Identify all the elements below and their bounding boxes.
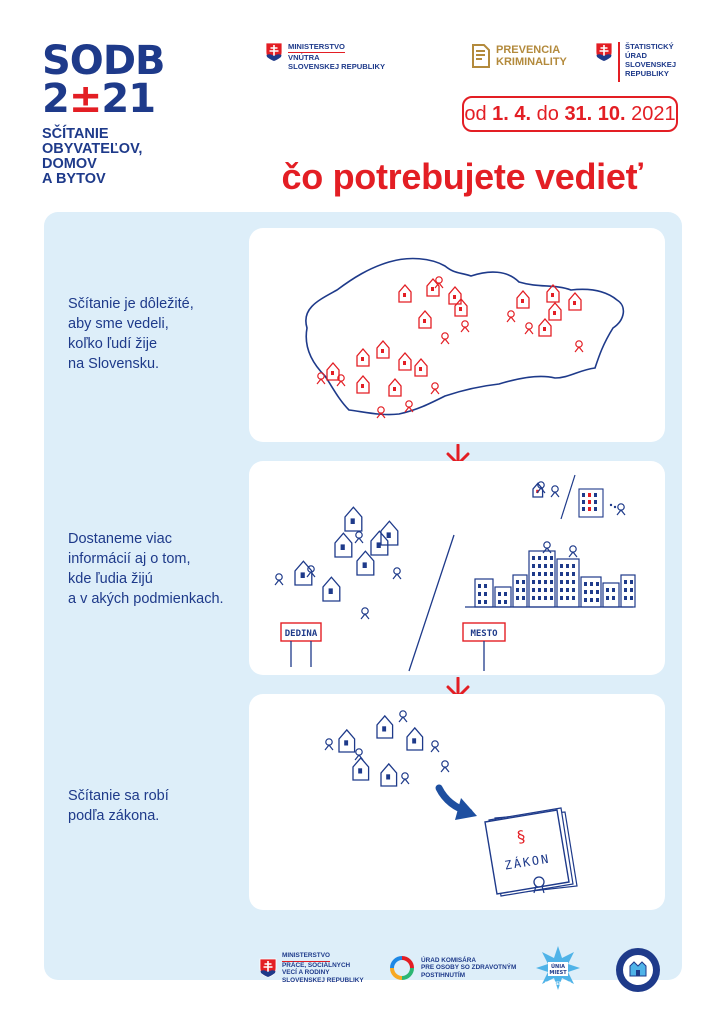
building-window: [588, 507, 591, 511]
person-body: [461, 327, 469, 332]
building-window: [624, 580, 627, 584]
building-window: [532, 580, 535, 584]
logo-year-2: 2: [42, 76, 69, 122]
person-body: [393, 574, 401, 579]
house-window: [301, 572, 305, 578]
building-window: [550, 564, 553, 568]
person-body: [441, 767, 449, 772]
building-window: [516, 596, 519, 600]
building-window: [560, 588, 563, 592]
house-window: [431, 287, 434, 291]
building-window: [596, 598, 599, 602]
building-window: [498, 600, 501, 604]
building-window: [596, 590, 599, 594]
building-window: [478, 592, 481, 596]
law-illustration: [249, 694, 665, 910]
prevencia-line: KRIMINALITY: [496, 56, 567, 68]
section-3-text: [68, 786, 248, 826]
map-outline: [306, 259, 624, 415]
person-body: [525, 329, 533, 334]
urad-komisara-logo-icon: [388, 954, 416, 982]
person-body: [307, 572, 315, 577]
partner-ministerstvo-vnutra: [265, 42, 385, 71]
partner-mv-first: MINISTERSTVO: [288, 42, 345, 51]
person-body: [317, 379, 325, 384]
person-body: [431, 389, 439, 394]
village-sign-label: DEDINA: [284, 629, 318, 639]
dot: [614, 506, 616, 508]
zmos-seal-icon: [614, 946, 662, 994]
building-window: [522, 596, 525, 600]
su-divider: [618, 42, 620, 82]
building-window: [588, 500, 591, 504]
paragraph-symbol: §: [515, 826, 527, 847]
building-window: [478, 584, 481, 588]
prevencia-line: PREVENCIA: [496, 44, 561, 56]
building-window: [516, 588, 519, 592]
building-window: [572, 588, 575, 592]
section-1-line: na Slovensku.: [68, 356, 160, 372]
house-window: [381, 349, 384, 353]
building-window: [588, 493, 591, 497]
footer-urad-line: ÚRAD KOMISÁRA: [421, 956, 477, 964]
map-card: [249, 228, 665, 442]
building-window: [630, 580, 633, 584]
building-window: [544, 580, 547, 584]
building-window: [566, 572, 569, 576]
building: [603, 583, 619, 607]
city-sign-label: MESTO: [470, 629, 498, 639]
building-window: [538, 572, 541, 576]
su-line: SLOVENSKEJ: [625, 60, 677, 69]
building-window: [572, 596, 575, 600]
house-window: [382, 726, 386, 731]
building-window: [560, 596, 563, 600]
slovak-crest-icon: [595, 42, 613, 62]
building-window: [498, 592, 501, 596]
house-window: [377, 542, 381, 548]
logo-subtitle-line: OBYVATEĽOV,: [42, 141, 143, 157]
person-body: [441, 339, 449, 344]
footer-mpsvr-first: MINISTERSTVO: [282, 952, 330, 962]
logo-subtitle-line: DOMOV: [42, 156, 97, 172]
building-window: [532, 596, 535, 600]
building-window: [532, 588, 535, 592]
su-line: ÚRAD: [625, 51, 647, 60]
house-window: [419, 367, 422, 371]
building-window: [590, 582, 593, 586]
building-window: [582, 493, 585, 497]
prevencia-logo-icon: [472, 44, 490, 68]
building-window: [544, 596, 547, 600]
building-window: [584, 582, 587, 586]
section-1-line: Sčítanie je dôležité,: [68, 296, 194, 312]
building-window: [550, 580, 553, 584]
building-window: [566, 596, 569, 600]
building-window: [560, 572, 563, 576]
building-window: [594, 500, 597, 504]
su-text: [625, 42, 676, 78]
building-window: [594, 493, 597, 497]
section-2-text: [68, 529, 248, 609]
building-window: [544, 572, 547, 576]
building-window: [484, 592, 487, 596]
building-window: [532, 564, 535, 568]
building-window: [504, 600, 507, 604]
building-window: [572, 580, 575, 584]
svg-text:MIEST: MIEST: [549, 970, 567, 976]
house-window: [403, 361, 406, 365]
person-body: [569, 552, 577, 557]
house-window: [551, 293, 554, 297]
building-window: [516, 580, 519, 584]
person-body: [325, 745, 333, 750]
building-window: [630, 588, 633, 592]
person-body: [401, 779, 409, 784]
logo-year-21: 21: [101, 76, 156, 122]
section-1-text: [68, 294, 248, 374]
logo-year: [42, 76, 156, 122]
house-window: [393, 387, 396, 391]
person-body: [361, 614, 369, 619]
logo-subtitle-line: A BYTOV: [42, 171, 106, 187]
building-window: [544, 564, 547, 568]
building-window: [544, 556, 547, 560]
headline: čo potrebujete vedieť: [281, 156, 643, 197]
building-window: [594, 507, 597, 511]
su-line: ŠTATISTICKÝ: [625, 42, 674, 51]
building-window: [572, 564, 575, 568]
building-window: [612, 596, 615, 600]
section-2-line: informácií aj o tom,: [68, 551, 191, 567]
village-city-card: [249, 461, 665, 675]
sodb-logo: [42, 38, 165, 187]
building: [495, 587, 511, 607]
building-window: [544, 588, 547, 592]
section-3-line: podľa zákona.: [68, 808, 160, 824]
building-window: [566, 580, 569, 584]
building-window: [484, 584, 487, 588]
date-do: do: [536, 102, 559, 125]
logo-subtitle-line: SČÍTANIE: [42, 126, 109, 142]
building-window: [550, 596, 553, 600]
building-window: [590, 590, 593, 594]
building-window: [590, 598, 593, 602]
building-window: [624, 596, 627, 600]
house-window: [363, 562, 367, 568]
footer-mpsvr-line: PRÁCE, SOCIÁLNYCH: [282, 961, 351, 969]
building-window: [582, 507, 585, 511]
house-window: [412, 738, 416, 743]
house-window: [329, 588, 333, 594]
house-window: [453, 295, 456, 299]
section-1-line: aby sme vedeli,: [68, 316, 169, 332]
small-divider-line: [561, 475, 575, 519]
person-body: [355, 538, 363, 543]
building-window: [522, 588, 525, 592]
house-window: [331, 371, 334, 375]
building-window: [538, 588, 541, 592]
building-window: [596, 582, 599, 586]
building-window: [584, 598, 587, 602]
date-year: 2021: [631, 102, 676, 125]
su-line: REPUBLIKY: [625, 69, 669, 78]
section-3-line: Sčítanie sa robí: [68, 788, 169, 804]
building-window: [606, 588, 609, 592]
building-window: [550, 588, 553, 592]
city-buildings: [475, 482, 635, 607]
building-window: [478, 600, 481, 604]
svg-text:ÚNIA: ÚNIA: [551, 964, 565, 970]
date-od: od: [464, 102, 487, 125]
person-body: [507, 317, 515, 322]
house-window: [358, 768, 362, 773]
people-houses-group: [325, 711, 449, 786]
house-window: [553, 311, 556, 315]
building-window: [532, 572, 535, 576]
house-window: [387, 532, 391, 538]
partner-statisticky-urad: [595, 42, 676, 82]
building-window: [560, 580, 563, 584]
person-body: [431, 747, 439, 752]
footer-mpsvr: [259, 952, 364, 984]
footer-mpsvr-text: [282, 952, 364, 984]
building-window: [522, 580, 525, 584]
partner-mv-text: [288, 42, 385, 71]
building-window: [572, 572, 575, 576]
logo-subtitle: [42, 127, 154, 187]
section-1-line: koľko ľudí žije: [68, 336, 158, 352]
person-body: [275, 580, 283, 585]
date-from: 1. 4.: [492, 102, 532, 125]
house-window: [361, 357, 364, 361]
building-window: [538, 580, 541, 584]
village-houses: [275, 507, 401, 619]
house-window: [361, 384, 364, 388]
house-window: [344, 740, 348, 745]
dot: [610, 504, 612, 506]
house-window: [403, 293, 406, 297]
divider-line: [409, 535, 454, 671]
section-2-line: a v akých podmienkach.: [68, 591, 224, 607]
zakon-label: ZÁKON: [503, 851, 552, 873]
footer-urad-line: POSTIHNUTÍM: [421, 971, 466, 979]
law-card: [249, 694, 665, 910]
building-window: [532, 556, 535, 560]
date-range-badge: [462, 96, 678, 132]
building-window: [538, 596, 541, 600]
building-window: [624, 588, 627, 592]
building-window: [566, 588, 569, 592]
footer-mpsvr-line: SLOVENSKEJ REPUBLIKY: [282, 976, 364, 984]
house-window: [521, 299, 524, 303]
prevencia-text: [496, 44, 567, 68]
person-body: [575, 347, 583, 352]
date-to: 31. 10.: [564, 102, 626, 125]
building-window: [550, 556, 553, 560]
footer-urad-komisara: [388, 954, 516, 982]
building-window: [606, 596, 609, 600]
slovak-crest-icon: [265, 42, 283, 62]
law-book-icon: [485, 808, 577, 896]
section-2-line: kde ľudia žijú: [68, 571, 153, 587]
building-window: [584, 590, 587, 594]
logo-plusminus: ±: [68, 76, 102, 122]
logo-sodb: SODB: [42, 38, 165, 84]
building-window: [484, 600, 487, 604]
person-body: [399, 717, 407, 722]
village-city-illustration: [249, 461, 665, 675]
building-window: [538, 556, 541, 560]
house-window: [351, 518, 355, 524]
unia-miest-logo-icon: [534, 944, 582, 992]
footer-urad-line: PRE OSOBY SO ZDRAVOTNÝM: [421, 964, 517, 972]
footer-mpsvr-line: VECÍ A RODINY: [282, 969, 330, 977]
footer-urad-text: [421, 957, 516, 980]
building-window: [560, 564, 563, 568]
partner-mv-line: SLOVENSKEJ REPUBLIKY: [288, 62, 386, 71]
building-window: [550, 572, 553, 576]
house-window: [459, 307, 462, 311]
house-window: [543, 327, 546, 331]
building-window: [566, 564, 569, 568]
building-window: [630, 596, 633, 600]
building-window: [612, 588, 615, 592]
slovak-crest-icon: [259, 958, 277, 978]
house-window: [423, 319, 426, 323]
section-2-line: Dostaneme viac: [68, 531, 172, 547]
building-window: [504, 592, 507, 596]
house-window: [341, 544, 345, 550]
person-body: [617, 510, 625, 515]
house-window: [573, 301, 576, 305]
partner-mv-line: VNÚTRA: [288, 53, 320, 62]
person-body: [551, 492, 559, 497]
svg-text:SLOVENSKA: SLOVENSKA: [544, 981, 572, 986]
house-window: [386, 774, 390, 779]
person-body: [337, 381, 345, 386]
building-window: [538, 564, 541, 568]
map-houses: [317, 277, 583, 418]
slovakia-map-illustration: [249, 228, 665, 442]
building-window: [582, 500, 585, 504]
partner-prevencia-kriminality: [472, 44, 567, 68]
